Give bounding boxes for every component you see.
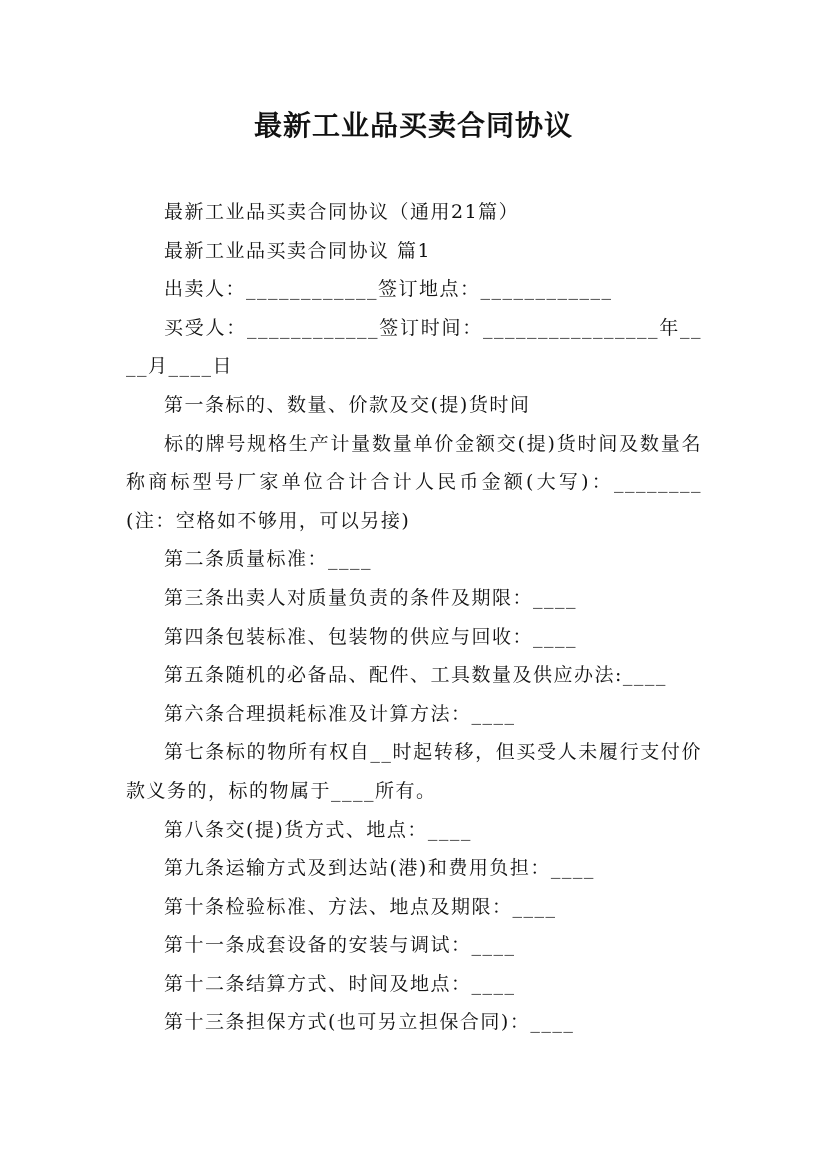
paragraph-article-1: 第一条标的、数量、价款及交(提)货时间 — [164, 393, 531, 416]
paragraph-article-6: 第六条合理损耗标准及计算方法：____ — [164, 702, 516, 725]
paragraph-article-2: 第二条质量标准：____ — [164, 548, 373, 571]
document-body — [126, 193, 702, 1042]
paragraph-article-4: 第四条包装标准、包装物的供应与回收：____ — [164, 625, 578, 648]
paragraph-article-13: 第十三条担保方式(也可另立担保合同)：____ — [164, 1011, 575, 1034]
paragraph-article-7: 第七条标的物所有权自__时起转移，但买受人未履行支付价款义务的，标的物属于____所有。 — [126, 741, 702, 802]
paragraph-article-3: 第三条出卖人对质量负责的条件及期限：____ — [164, 586, 578, 609]
paragraph-chapter-heading: 最新工业品买卖合同协议 篇1 — [164, 239, 432, 262]
document-title: 最新工业品买卖合同协议 — [253, 109, 573, 142]
paragraph-article-5: 第五条随机的必备品、配件、工具数量及供应办法:____ — [164, 664, 667, 687]
paragraph-article-1-detail: 标的牌号规格生产计量数量单价金额交(提)货时间及数量名称商标型号厂家单位合计合计人民币金额(大写)：________(注：空格如不够用，可以另接) — [126, 432, 702, 532]
paragraph-article-8: 第八条交(提)货方式、地点：____ — [164, 818, 472, 841]
paragraph-seller-line: 出卖人：____________签订地点：____________ — [164, 278, 613, 301]
paragraph-buyer-line: 买受人：____________签订时间：________________年____月____日 — [126, 316, 702, 378]
paragraph-article-11: 第十一条成套设备的安装与调试：____ — [164, 934, 516, 957]
paragraph-article-12: 第十二条结算方式、时间及地点：____ — [164, 972, 516, 995]
paragraph-article-9: 第九条运输方式及到达站(港)和费用负担：____ — [164, 857, 595, 880]
paragraph-article-10: 第十条检验标准、方法、地点及期限：____ — [164, 895, 557, 918]
paragraph-subtitle: 最新工业品买卖合同协议（通用21篇） — [164, 201, 520, 223]
